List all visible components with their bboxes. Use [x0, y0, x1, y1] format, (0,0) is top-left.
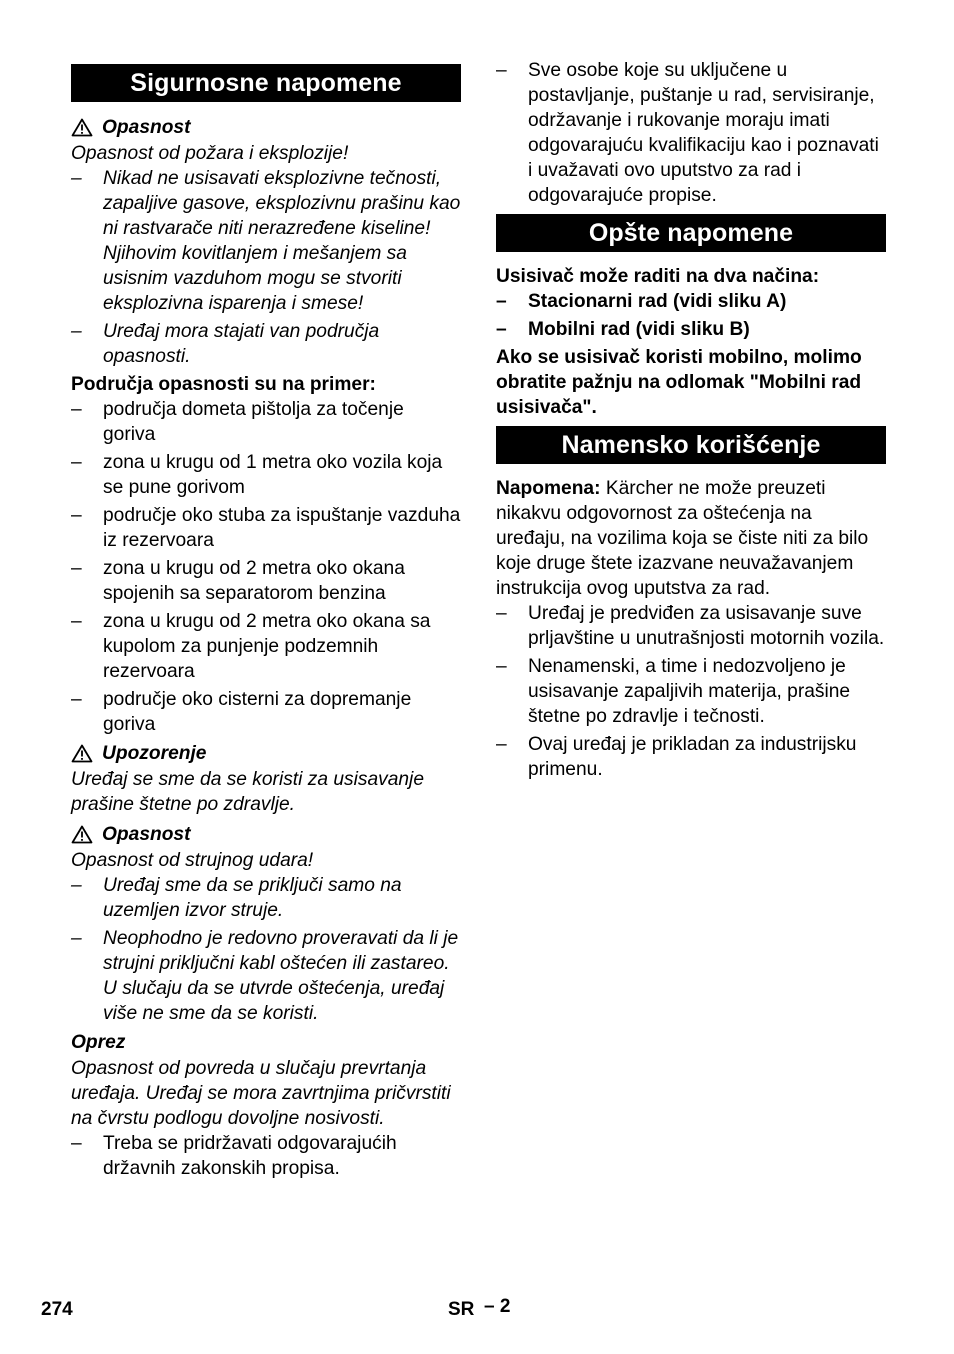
zones-list [71, 397, 461, 737]
warning-triangle-icon [71, 825, 93, 844]
zones-heading: Područja opasnosti su na primer: [71, 374, 376, 395]
right-column [496, 58, 886, 785]
danger-label: Opasnost [102, 117, 191, 138]
left-column [71, 58, 461, 1184]
list-item: – Nenamenski, a time i nedozvoljeno je usisavanje zapaljivih materija, prašine štetne po zdravlje i tečnosti. [496, 654, 886, 729]
intended-note [496, 476, 886, 601]
general-heading: Usisivač može raditi na dva načina: [496, 266, 820, 287]
danger-signal-electric [71, 821, 461, 848]
list-item: – Ovaj uređaj je prikladan za industrijsku primenu. [496, 732, 886, 782]
list-item: – Uređaj sme da se priključi samo na uzemljen izvor struje. [71, 873, 461, 923]
list-item: – Uređaj je predviđen za usisavanje suve prljavštine u unutrašnjosti motornih vozila. [496, 601, 886, 651]
list-item: – Nikad ne usisavati eksplozivne tečnosti, zapaljive gasove, eksplozivnu prašinu kao ni rastvarače niti nerazređene kiseline! Njihovim kovitlanjem i mešanjem sa usisnim vazduhom mogu se stvoriti eksplozivna isparenja i smese! [71, 166, 461, 316]
section-number: – 2 [484, 1296, 511, 1317]
danger-intro: Opasnost od požara i eksplozije! [71, 143, 349, 164]
qualification-list [496, 58, 886, 208]
general-note: Ako se usisivač koristi mobilno, molimo obratite pažnju na odlomak "Mobilni rad usisivača". [496, 347, 862, 418]
section-title-general: Opšte napomene [496, 214, 886, 252]
caution-label: Oprez [71, 1032, 126, 1053]
warning-signal [71, 740, 461, 767]
danger-intro: Opasnost od strujnog udara! [71, 850, 314, 871]
caution-list [71, 1131, 461, 1181]
list-item: – Uređaj mora stajati van područja opasnosti. [71, 319, 461, 369]
warning-text: Uređaj se sme da se koristi za usisavanje prašine štetne po zdravlje. [71, 769, 424, 815]
note-text: Kärcher ne može preuzeti nikakvu odgovornost za oštećenja na uređaju, na vozilima koja se čiste niti za bilo koje druge štete izazvane neuvažavanjem instrukcija ovog uputstva za rad. [496, 478, 869, 599]
intended-list [496, 601, 886, 782]
list-item: – zona u krugu od 1 metra oko vozila koja se pune gorivom [71, 450, 461, 500]
list-item: – Sve osobe koje su uključene u postavljanje, puštanje u rad, servisiranje, održavanje i rukovanje moraju imati odgovarajuću kvalifikaciju kao i poznavati i uvažavati ovo uputstvo za rad i odgovarajuće propise. [496, 58, 886, 208]
list-item: – područja dometa pištolja za točenje goriva [71, 397, 461, 447]
section-title-intended-use: Namensko korišćenje [496, 426, 886, 464]
language-code: SR [448, 1299, 475, 1320]
caution-signal [71, 1029, 461, 1056]
section-title-safety: Sigurnosne napomene [71, 64, 461, 102]
note-label: Napomena: [496, 478, 601, 499]
list-item: – Neophodno je redovno proveravati da li je strujni priključni kabl oštećen ili zastareo. U slučaju da se utvrde oštećenja, uređaj više ne sme da se koristi. [71, 926, 461, 1026]
list-item: – zona u krugu od 2 metra oko okana spojenih sa separatorom benzina [71, 556, 461, 606]
modes-list [496, 289, 886, 342]
list-item: – Stacionarni rad (vidi sliku A) [496, 289, 886, 314]
danger-list [71, 873, 461, 1026]
list-item: – područje oko cisterni za dopremanje goriva [71, 687, 461, 737]
caution-text: Opasnost od povreda u slučaju prevrtanja uređaja. Uređaj se mora zavrtnjima pričvrstiti na čvrstu podlogu dovoljne nosivosti. [71, 1058, 451, 1129]
warning-triangle-icon [71, 744, 93, 763]
danger-list [71, 166, 461, 369]
danger-signal [71, 114, 461, 141]
list-item: – Treba se pridržavati odgovarajućih državnih zakonskih propisa. [71, 1131, 461, 1181]
list-item: – Mobilni rad (vidi sliku B) [496, 317, 886, 342]
list-item: – područje oko stuba za ispuštanje vazduha iz rezervoara [71, 503, 461, 553]
danger-label: Opasnost [102, 824, 191, 845]
warning-label: Upozorenje [102, 743, 207, 764]
list-item: – zona u krugu od 2 metra oko okana sa kupolom za punjenje podzemnih rezervoara [71, 609, 461, 684]
warning-triangle-icon [71, 118, 93, 137]
page-number: 274 [41, 1299, 73, 1320]
